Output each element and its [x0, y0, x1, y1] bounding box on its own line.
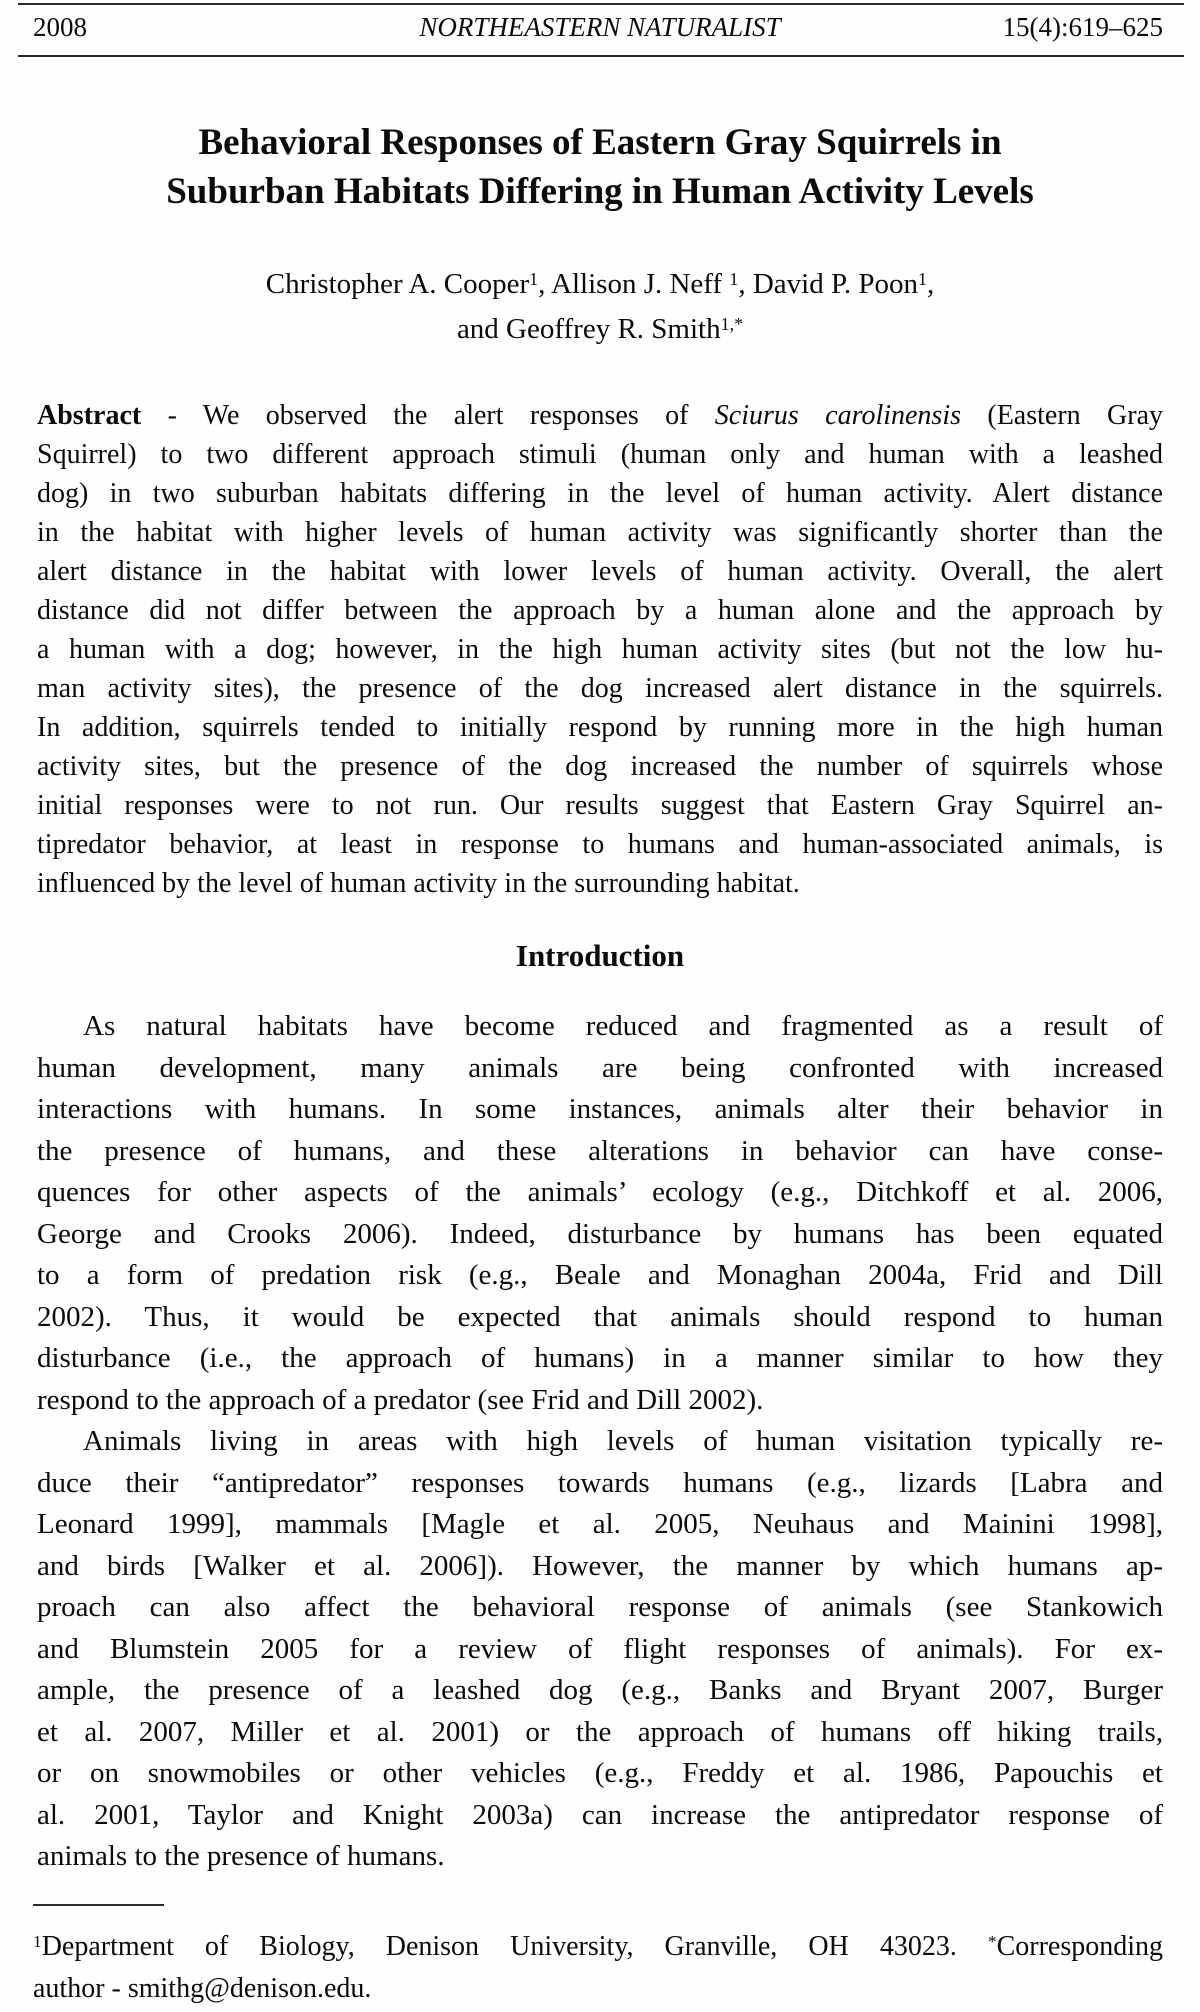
body-text-line: human development, many animals are being confronted with increased [37, 1051, 1163, 1084]
body-text-line: et al. 2007, Miller et al. 2001) or the approach of humans off hiking trails, [37, 1715, 1163, 1748]
body-text-line: interactions with humans. In some instances, animals alter their behavior in [37, 1093, 1163, 1125]
footnote-superscript: 1 [33, 1932, 42, 1952]
author-name: and Geoffrey R. Smith [456, 313, 721, 345]
abstract-text-line: influenced by the level of human activity in the surrounding habitat. [37, 868, 800, 899]
author-line-1 [0, 262, 1200, 307]
header-citation: 15(4):619–625 [1002, 12, 1163, 42]
abstract-dash: - [141, 400, 203, 431]
body-text-line: Leonard 1999], mammals [Magle et al. 2005, Neuhaus and Mainini 1998], [37, 1508, 1163, 1540]
article-title-line-2: Suburban Habitats Differing in Human Activity Levels [166, 171, 1034, 212]
author-byline [0, 262, 1200, 352]
body-text-line: animals to the presence of humans. [37, 1840, 445, 1872]
abstract-label: Abstract [37, 400, 142, 431]
abstract-text-line: initial responses were to not run. Our results suggest that Eastern Gray Squirrel an- [37, 790, 1163, 821]
abstract-text-line: distance did not differ between the approach by a human alone and the approach by [37, 595, 1163, 626]
article-title-line-1: Behavioral Responses of Eastern Gray Squirrels in [198, 122, 1002, 163]
footnote-line-1 [33, 1926, 1163, 1968]
body-text-line: As natural habitats have become reduced and fragmented as a result of [83, 1010, 1163, 1042]
abstract-text-line: Squirrel) to two different approach stimuli (human only and human with a leashed [37, 439, 1163, 470]
author-name: David P. Poon [752, 268, 918, 300]
body-text-line: respond to the approach of a predator (see Frid and Dill 2002). [37, 1383, 764, 1416]
footnote-separator-rule [33, 1904, 164, 1906]
abstract-text-line: a human with a dog; however, in the high human activity sites (but not the low hu- [37, 634, 1163, 665]
header-top-rule [18, 3, 1184, 5]
body-text-line: duce their “antipredator” responses towards humans (e.g., lizards [Labra and [37, 1466, 1163, 1499]
abstract-section [37, 396, 1163, 903]
species-name: Sciurus carolinensis [714, 400, 962, 431]
body-text-line: ample, the presence of a leashed dog (e.g., Banks and Bryant 2007, Burger [37, 1674, 1163, 1706]
author-name: Allison J. Neff [551, 268, 730, 300]
author-separator: , [926, 268, 935, 300]
header-year: 2008 [33, 12, 87, 42]
author-affiliation-superscript: 1,* [720, 313, 744, 334]
body-text-line: al. 2001, Taylor and Knight 2003a) can increase the antipredator response of [37, 1798, 1163, 1831]
body-text-line: proach can also affect the behavioral response of animals (see Stankowich [37, 1591, 1163, 1623]
footnote-text: Corresponding [996, 1931, 1163, 1962]
body-text-line: the presence of humans, and these alterations in behavior can have conse- [37, 1134, 1163, 1167]
abstract-text: (Eastern Gray [961, 400, 1164, 431]
header-journal-title: NORTHEASTERN NATURALIST [419, 12, 781, 42]
body-text-line: or on snowmobiles or other vehicles (e.g., Freddy et al. 1986, Papouchis et [37, 1757, 1163, 1789]
abstract-text-line: In addition, squirrels tended to initially respond by running more in the high human [37, 712, 1163, 743]
article-title [0, 118, 1200, 216]
abstract-body [37, 435, 1163, 903]
body-text-line: and birds [Walker et al. 2006]). However, the manner by which humans ap- [37, 1549, 1163, 1582]
header-bottom-rule [18, 55, 1184, 57]
body-text-line: Animals living in areas with high levels of human visitation typically re- [83, 1425, 1163, 1457]
author-separator: , [538, 268, 552, 300]
author-affiliation-superscript: 1 [918, 268, 927, 289]
author-separator: , [738, 268, 753, 300]
introduction-paragraph-1 [37, 1006, 1163, 1421]
abstract-text-line: activity sites, but the presence of the dog increased the number of squirrels whose [37, 751, 1163, 782]
footnote-text: Department of Biology, Denison University, Granville, OH 43023. [41, 1931, 988, 1962]
body-text-line: George and Crooks 2006). Indeed, disturbance by humans has been equated [37, 1217, 1163, 1250]
author-name: Christopher A. Cooper [265, 268, 530, 300]
abstract-text-line: dog) in two suburban habitats differing in the level of human activity. Alert distance [37, 478, 1163, 509]
introduction-paragraph-2 [37, 1421, 1163, 1878]
body-text-line: 2002). Thus, it would be expected that animals should respond to human [37, 1300, 1163, 1333]
abstract-text: We observed the alert responses of [202, 400, 715, 431]
body-text-line: to a form of predation risk (e.g., Beale and Monaghan 2004a, Frid and Dill [37, 1259, 1163, 1291]
abstract-text-line: man activity sites), the presence of the dog increased alert distance in the squirrels. [37, 673, 1163, 704]
footnote [33, 1926, 1163, 2010]
abstract-text-line: tipredator behavior, at least in response to humans and human-associated animals, is [37, 829, 1163, 860]
abstract-text-line: in the habitat with higher levels of human activity was significantly shorter than the [37, 517, 1163, 548]
author-affiliation-superscript: 1 [529, 268, 539, 289]
author-affiliation-superscript: 1 [729, 268, 739, 289]
section-heading-introduction: Introduction [515, 938, 685, 973]
author-line-2 [0, 307, 1200, 352]
body-text-line: quences for other aspects of the animals’ ecology (e.g., Ditchkoff et al. 2006, [37, 1176, 1163, 1208]
abstract-first-line [37, 396, 1163, 435]
footnote-line-2: author - smithg@denison.edu. [33, 1973, 372, 2004]
body-text-line: and Blumstein 2005 for a review of flight responses of animals). For ex- [37, 1632, 1163, 1665]
abstract-text-line: alert distance in the habitat with lower levels of human activity. Overall, the alert [37, 556, 1163, 587]
body-text-line: disturbance (i.e., the approach of humans) in a manner similar to how they [37, 1342, 1163, 1374]
corresponding-author-asterisk: * [987, 1932, 997, 1952]
